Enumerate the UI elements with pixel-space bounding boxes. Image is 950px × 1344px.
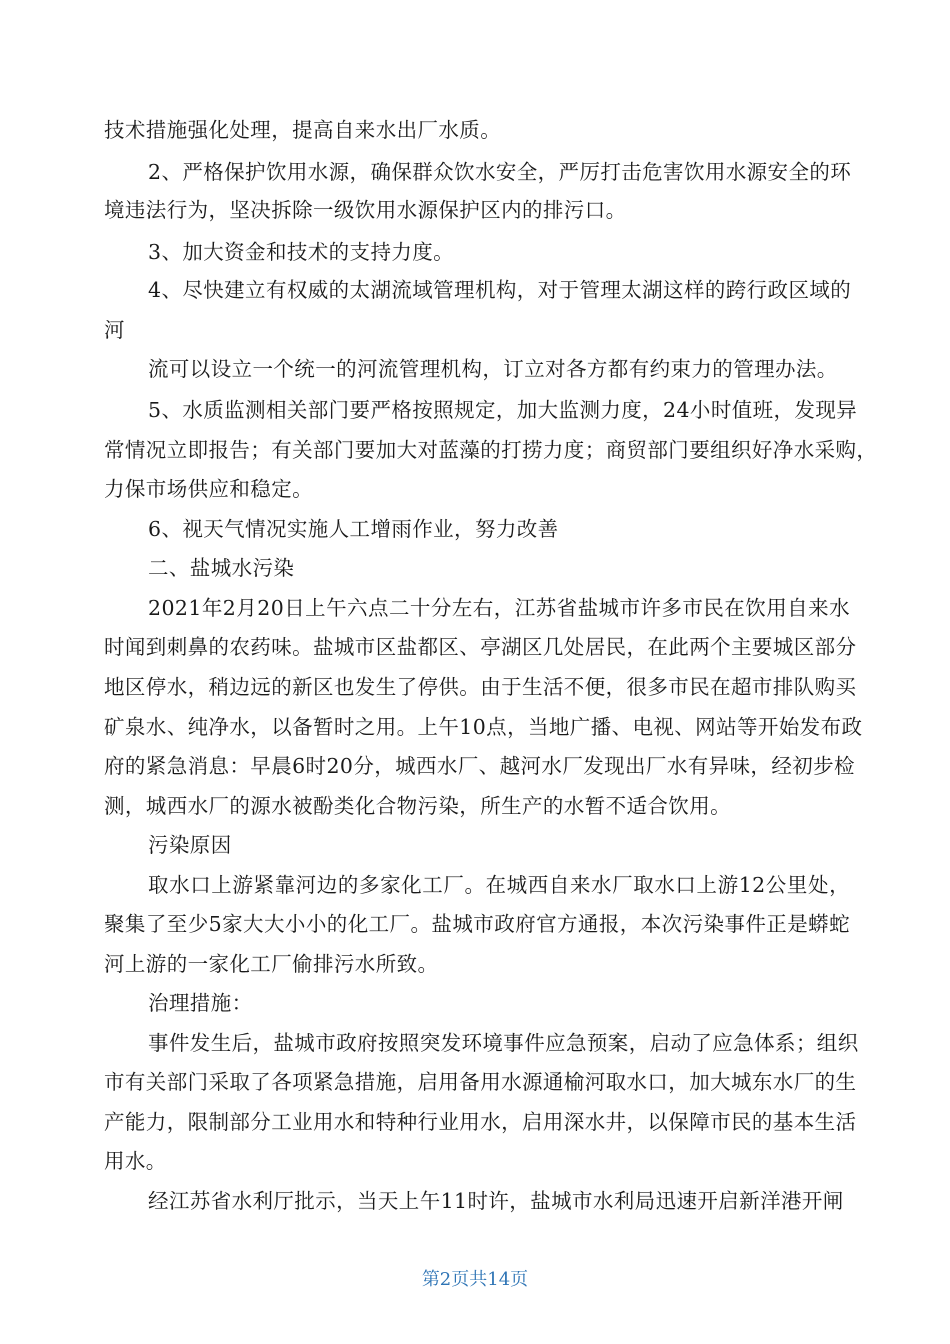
paragraph-line: 2、严格保护饮用水源，确保群众饮水安全，严厉打击危害饮用水源安全的环 (148, 160, 852, 184)
paragraph-line: 常情况立即报告；有关部门要加大对蓝藻的打捞力度；商贸部门要组织好净水采购， (104, 438, 878, 462)
paragraph-line: 境违法行为，坚决拆除一级饮用水源保护区内的排污口。 (104, 198, 627, 222)
subheading: 污染原因 (148, 833, 232, 857)
paragraph-line: 4、尽快建立有权威的太湖流域管理机构，对于管理太湖这样的跨行政区域的 (148, 278, 852, 302)
paragraph-line: 时闻到刺鼻的农药味。盐城市区盐都区、亭湖区几处居民，在此两个主要城区部分 (104, 635, 857, 659)
section-heading: 二、盐城水污染 (148, 556, 295, 580)
paragraph-line: 取水口上游紧靠河边的多家化工厂。在城西自来水厂取水口上游12公里处， (148, 873, 850, 897)
subheading: 治理措施： (148, 991, 253, 1015)
paragraph-line: 5、水质监测相关部门要严格按照规定，加大监测力度，24小时值班，发现异 (148, 398, 858, 422)
paragraph-line: 3、加大资金和技术的支持力度。 (148, 240, 455, 264)
paragraph-line: 河上游的一家化工厂偷排污水所致。 (104, 952, 439, 976)
paragraph-line: 河 (104, 318, 125, 342)
paragraph-line: 地区停水，稍边远的新区也发生了停供。由于生活不便，很多市民在超市排队购买 (104, 675, 857, 699)
paragraph-line: 用水。 (104, 1149, 167, 1173)
paragraph-line: 测，城西水厂的源水被酚类化合物污染，所生产的水暂不适合饮用。 (104, 794, 731, 818)
paragraph-line: 6、视天气情况实施人工增雨作业，努力改善 (148, 517, 559, 541)
paragraph-line: 府的紧急消息：早晨6时20分，城西水厂、越河水厂发现出厂水有异味，经初步检 (104, 754, 855, 778)
paragraph-line: 技术措施强化处理，提高自来水出厂水质。 (104, 118, 502, 142)
paragraph-line: 流可以设立一个统一的河流管理机构，订立对各方都有约束力的管理办法。 (148, 357, 838, 381)
paragraph-line: 矿泉水、纯净水，以备暂时之用。上午10点，当地广播、电视、网站等开始发布政 (104, 715, 863, 739)
paragraph-line: 产能力，限制部分工业用水和特种行业用水，启用深水井，以保障市民的基本生活 (104, 1110, 857, 1134)
paragraph-line: 市有关部门采取了各项紧急措施，启用备用水源通榆河取水口，加大城东水厂的生 (104, 1070, 857, 1094)
paragraph-line: 事件发生后，盐城市政府按照突发环境事件应急预案，启动了应急体系；组织 (148, 1031, 859, 1055)
paragraph-line: 2021年2月20日上午六点二十分左右，江苏省盐城市许多市民在饮用自来水 (148, 596, 850, 620)
paragraph-line: 聚集了至少5家大大小小的化工厂。盐城市政府官方通报，本次污染事件正是蟒蛇 (104, 912, 850, 936)
paragraph-line: 力保市场供应和稳定。 (104, 477, 313, 501)
paragraph-line: 经江苏省水利厅批示，当天上午11时许，盐城市水利局迅速开启新洋港开闸 (148, 1189, 844, 1213)
page-number-footer: 第2页共14页 (421, 1269, 529, 1290)
